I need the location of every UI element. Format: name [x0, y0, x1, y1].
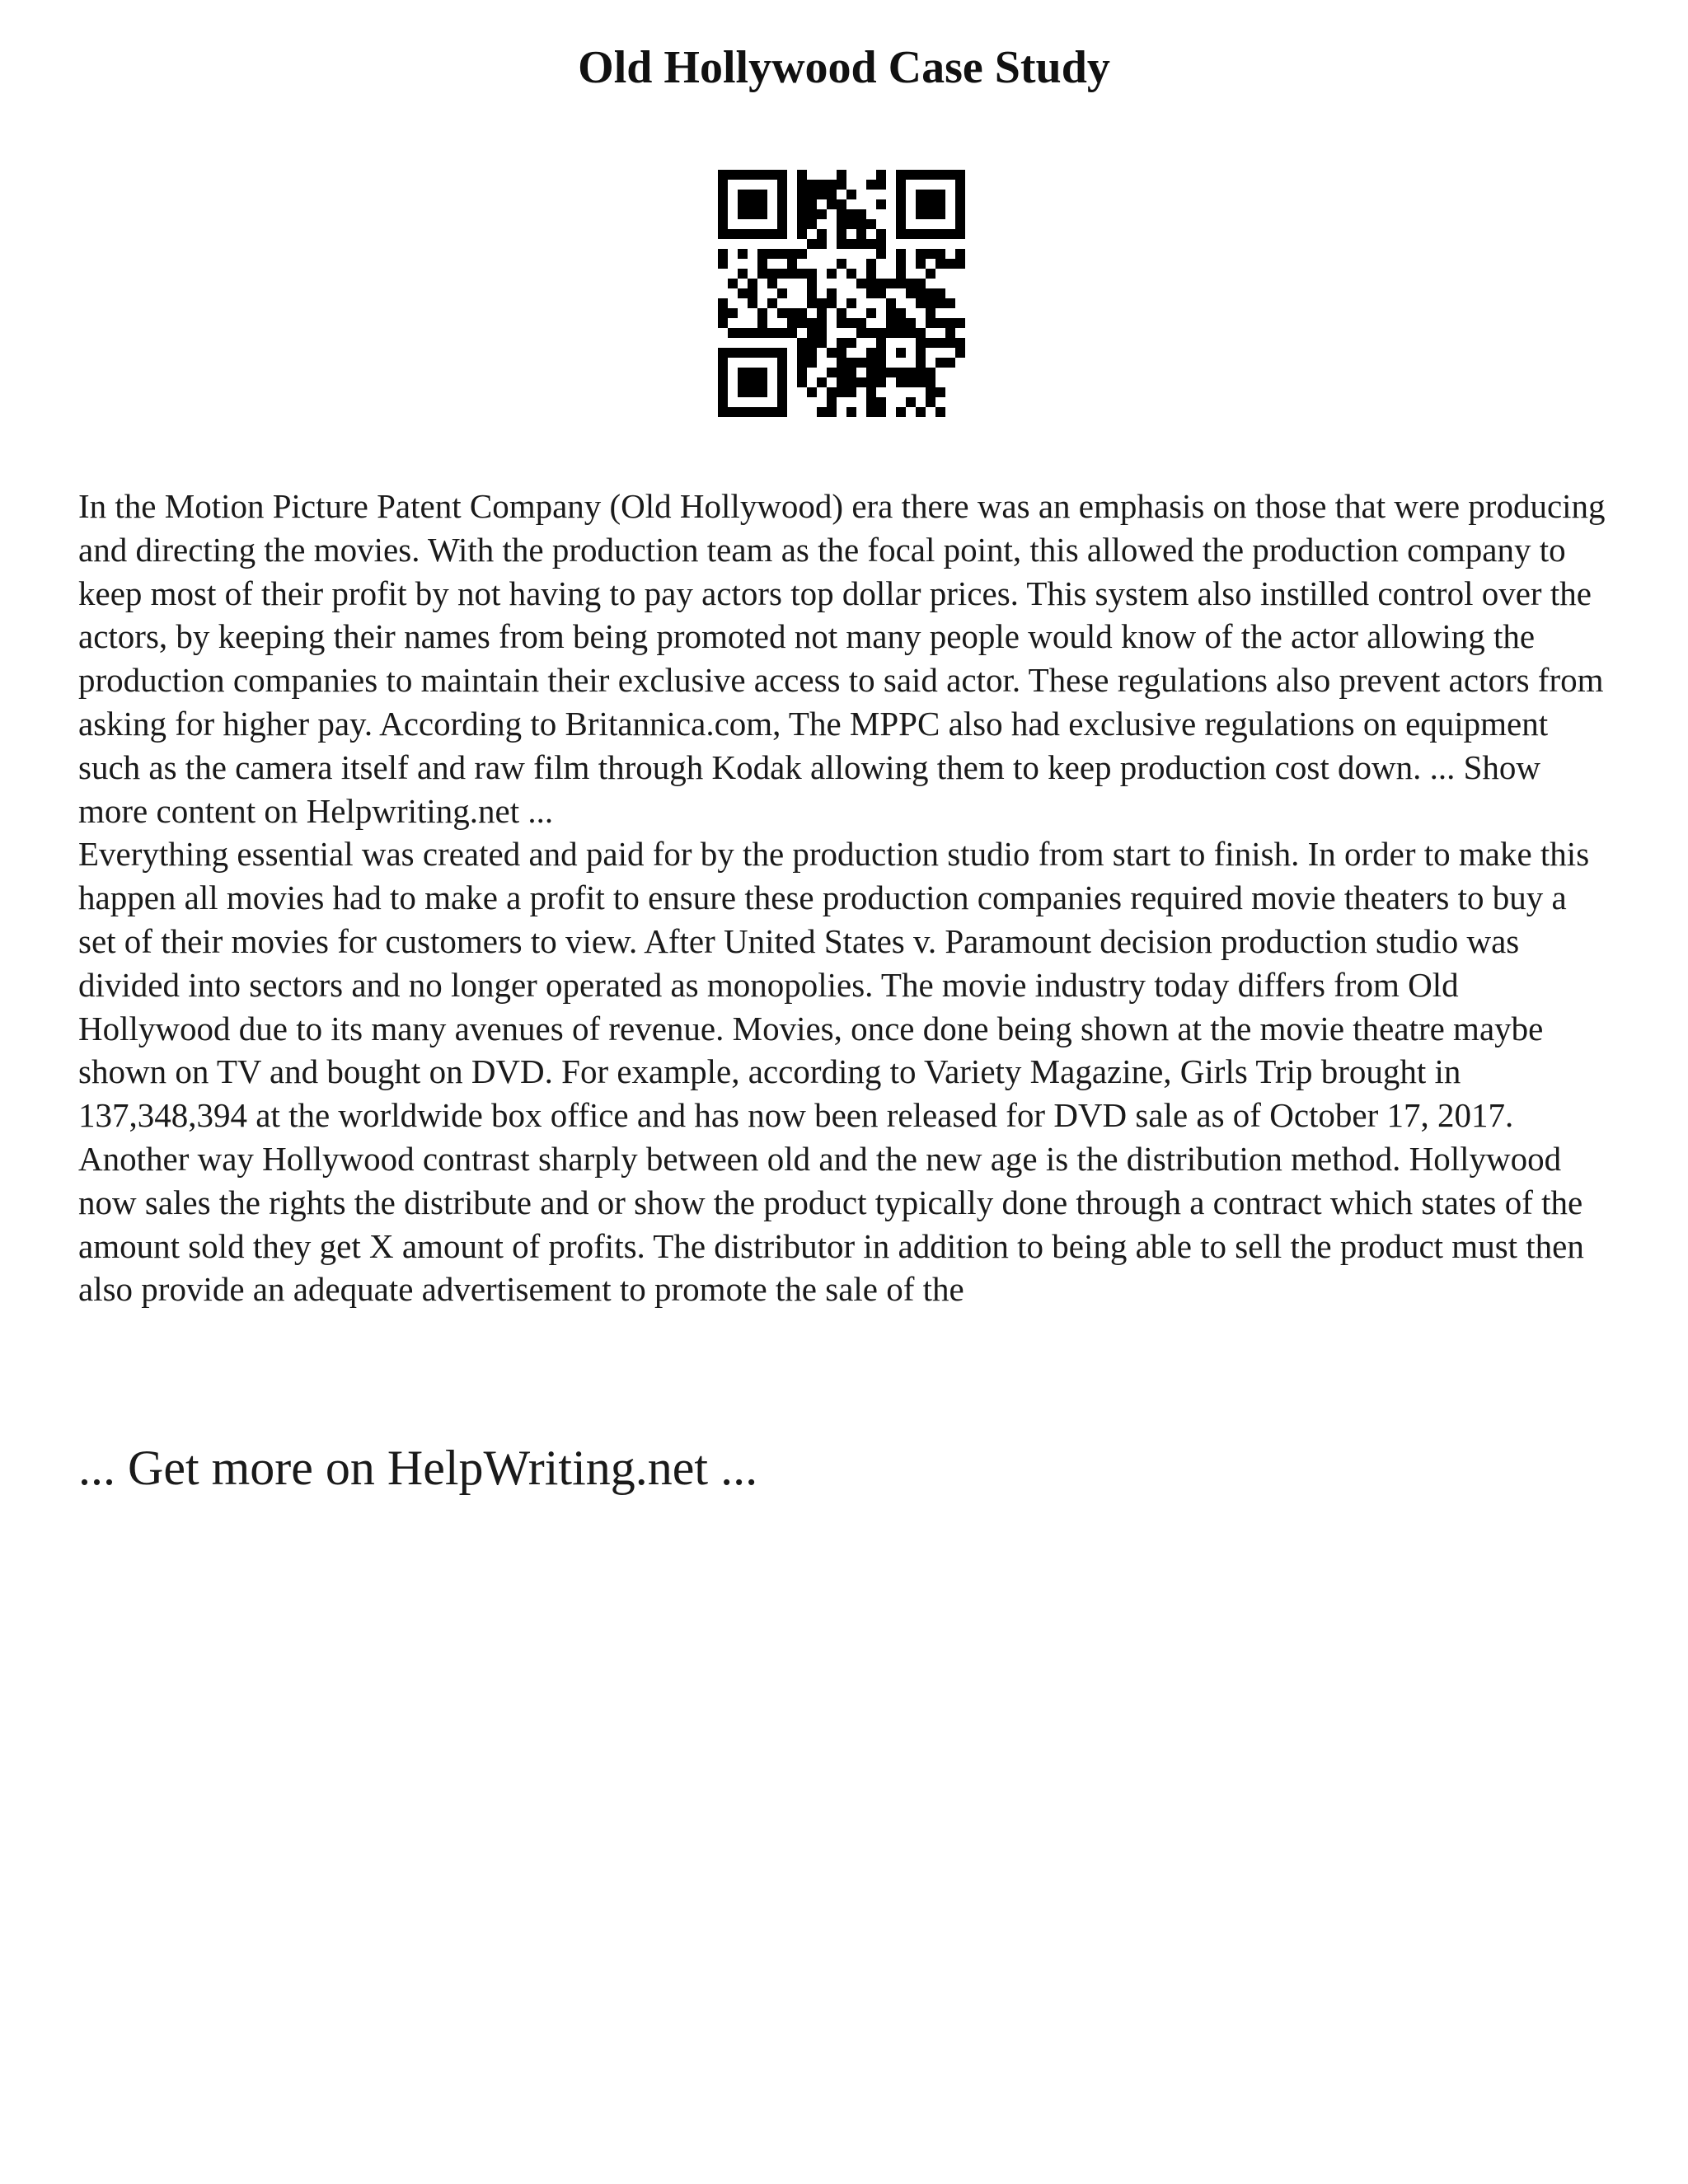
qr-code: [718, 170, 965, 417]
paragraph-1: In the Motion Picture Patent Company (Old Hollywood) era there was an emphasis on those that were producing and directing the movies. With the production team as the focal point, this allowed the production company to keep most of their profit by not having to pay actors top dollar prices. This system also instilled control over the actors, by keeping their names from being promoted not many people would know of the actor allowing the production companies to maintain their exclusive access to said actor. These regulations also prevent actors from asking for higher pay. According to Britannica.com, The MPPC also had exclusive regulations on equipment such as the camera itself and raw film through Kodak allowing them to keep production cost down. ... Show more content on Helpwriting.net ...: [78, 487, 1606, 830]
paragraph-2: Everything essential was created and paid for by the production studio from start to finish. In order to make this happen all movies had to make a profit to ensure these production companies required movie theaters to buy a set of their movies for customers to view. After United States v. Paramount decision production studio was divided into sectors and no longer operated as monopolies. The movie industry today differs from Old Hollywood due to its many avenues of revenue. Movies, once done being shown at the movie theatre maybe shown on TV and bought on DVD. For example, according to Variety Magazine, Girls Trip brought in 137,348,394 at the worldwide box office and has now been released for DVD sale as of October 17, 2017. Another way Hollywood contrast sharply between old and the new age is the distribution method. Hollywood now sales the rights the distribute and or show the product typically done through a contract which states of the amount sold they get X amount of profits. The distributor in addition to being able to sell the product must then also provide an adequate advertisement to promote the sale of the: [78, 835, 1590, 1309]
get-more-link[interactable]: ... Get more on HelpWriting.net ...: [78, 1441, 758, 1495]
article-body: [78, 485, 1610, 1311]
qr-code-icon: [718, 170, 965, 417]
page-title: Old Hollywood Case Study: [578, 42, 1110, 93]
